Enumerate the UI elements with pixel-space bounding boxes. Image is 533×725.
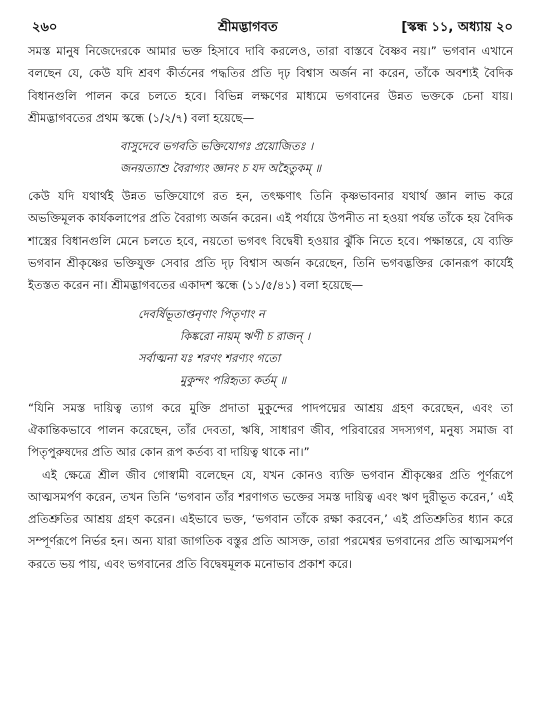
verse-2-line-3: সর্বাত্মনা যঃ শরণং শরণ্যং গতো: [138, 350, 281, 365]
page-number: ২৬০: [32, 20, 58, 35]
verse-2-line-1: দেবর্ষিভূতাপ্তনৃণাং পিতৃণাং ন: [138, 306, 265, 321]
section-reference: [স্কন্ধ ১১, অধ্যায় ২০: [401, 20, 513, 35]
verse-1-line-2: জনয়ত্যাশু বৈরাগ্যং জ্ঞানং চ যদ অহৈতুকম্ ॥: [120, 161, 322, 176]
page-header: [28, 18, 513, 40]
paragraph-3: “যিনি সমস্ত দায়িত্ব ত্যাগ করে মুক্তি প্রদাতা মুকুন্দের পাদপদ্মের আশ্রয় গ্রহণ করেছেন, এবং তা ঐকান্তিকভাবে পালন করেছেন, তাঁর দেবতা, ঋষি, সাধারণ জীব, পরিবারের সদস্যগণ, মনুষ্য সমাজ বা পিতৃপুরুষদের প্রতি আর কোন রূপ কর্তব্য বা দায়িত্ব থাকে না।”: [28, 400, 513, 460]
verse-2-line-4: মুকুন্দং পরিহৃত্য কর্তম্ ॥: [180, 372, 287, 387]
paragraph-1: সমস্ত মানুষ নিজেদেরকে আমার ভক্ত হিসাবে দাবি করলেও, তারা বাস্তবে বৈষ্ণব নয়।” ভগবান এখানে বলছেন যে, কেউ যদি শ্রবণ কীর্তনের পদ্ধতির প্রতি দৃঢ় বিশ্বাস অর্জন না করেন, তাঁকে অবশ্যই বৈদিক বিধানগুলি পালন করে চলতে হবে। বিভিন্ন লক্ষণের মাধ্যমে ভগবানের উন্নত ভক্তকে চেনা যায়। শ্রীমদ্ভাগবতের প্রথম স্কন্ধে (১/২/৭) বলা হয়েছে—: [28, 44, 513, 125]
verse-1-line-1: বাসুদেবে ভগবতি ভক্তিযোগঃ প্রয়োজিতঃ ।: [120, 139, 314, 154]
paragraph-2: কেউ যদি যথার্থই উন্নত ভক্তিযোগে রত হন, তৎক্ষণাৎ তিনি কৃষ্ণভাবনার যথার্থ জ্ঞান লাভ করে অভক্তিমূলক কার্যকলাপের প্রতি বৈরাগ্য অর্জন করেন। এই পর্যায়ে উপনীত না হওয়া পর্যন্ত তাঁকে হয় বৈদিক শাস্ত্রের বিধানগুলি মেনে চলতে হবে, নয়তো ভগবৎ বিদ্বেষী হওয়ার ঝুঁকি নিতে হবে। পক্ষান্তরে, যে ব্যক্তি ভগবান শ্রীকৃষ্ণের ভক্তিযুক্ত সেবার প্রতি দৃঢ় বিশ্বাস অর্জন করেছেন, তিনি ভগবদ্ভক্তির কোনরূপ কার্যেই ইতস্তত করেন না। শ্রীমদ্ভাগবতের একাদশ স্কন্ধে (১১/৫/৪১) বলা হয়েছে—: [28, 189, 513, 293]
book-title: শ্রীমদ্ভাগবত: [218, 20, 278, 35]
book-page: [28, 18, 513, 575]
paragraph-4: এই ক্ষেত্রে শ্রীল জীব গোস্বামী বলেছেন যে, যখন কোনও ব্যক্তি ভগবান শ্রীকৃষ্ণের প্রতি পূর্ণরূপে আত্মসমর্পণ করেন, তখন তিনি ‘ভগবান তাঁর শরণাগত ভক্তের সমস্ত দায়িত্ব এবং ঋণ দুরীভূত করেন,’ এই প্রতিশ্রুতির আশ্রয় গ্রহণ করেন। এইভাবে ভক্ত, ‘ভগবান তাঁকে রক্ষা করবেন,’ এই প্রতিশ্রুতির ধ্যান করে সম্পূর্ণরূপে নির্ভর হন। অন্য যারা জাগতিক বস্তুর প্রতি আসক্ত, তারা পরমেশ্বর ভগবানের প্রতি আত্মসমর্পণ করতে ভয় পায়, এবং ভগবানের প্রতি বিদ্বেষমূলক মনোভাব প্রকাশ করে।: [28, 467, 513, 571]
verse-2-line-2: কিঙ্করো নায়ম্ ঋণী চ রাজন্ ।: [180, 328, 311, 343]
